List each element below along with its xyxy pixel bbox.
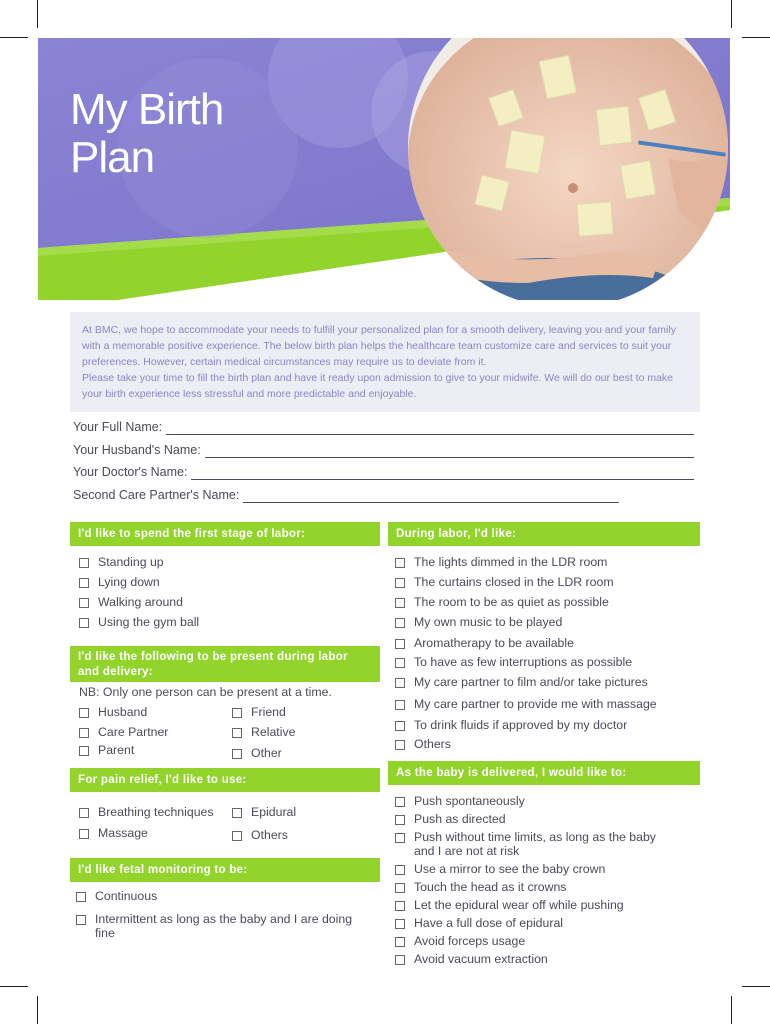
checkbox[interactable] <box>395 639 405 649</box>
crop-mark <box>742 37 770 38</box>
checkbox-item[interactable]: My own music to be played <box>395 615 562 629</box>
checkbox[interactable] <box>79 618 89 628</box>
checkbox[interactable] <box>395 815 405 825</box>
checkbox[interactable] <box>395 937 405 947</box>
checkbox-item[interactable]: Push as directed <box>395 812 506 826</box>
full-name-line[interactable] <box>166 420 694 435</box>
checkbox[interactable] <box>79 578 89 588</box>
doctor-name-line[interactable] <box>191 465 694 480</box>
checkbox[interactable] <box>79 598 89 608</box>
full-name-field[interactable]: Your Full Name: <box>73 420 694 443</box>
first-stage-heading: I'd like to spend the first stage of labor: <box>70 522 380 546</box>
checkbox[interactable] <box>395 658 405 668</box>
checkbox-item[interactable]: Avoid vacuum extraction <box>395 952 548 966</box>
checkbox-item[interactable]: Other <box>232 746 282 760</box>
checkbox-item[interactable]: Avoid forceps usage <box>395 934 525 948</box>
checkbox-item[interactable]: Use a mirror to see the baby crown <box>395 862 605 876</box>
checkbox[interactable] <box>395 797 405 807</box>
checkbox[interactable] <box>79 558 89 568</box>
checkbox[interactable] <box>79 746 89 756</box>
checkbox[interactable] <box>79 708 89 718</box>
husband-name-field[interactable]: Your Husband's Name: <box>73 443 694 466</box>
checkbox-item[interactable]: Standing up <box>79 555 164 569</box>
checkbox-item[interactable]: Intermittent as long as the baby and I are doing fine <box>76 912 366 940</box>
checkbox[interactable] <box>395 901 405 911</box>
crop-mark <box>0 37 28 38</box>
checkbox-item[interactable]: My care partner to provide me with massage <box>395 697 657 711</box>
checkbox-item[interactable]: Lying down <box>79 575 160 589</box>
checkbox[interactable] <box>395 833 405 843</box>
crop-mark <box>731 0 732 28</box>
checkbox-item[interactable]: The room to be as quiet as possible <box>395 595 609 609</box>
checkbox-item[interactable]: Others <box>395 737 451 751</box>
checkbox[interactable] <box>395 721 405 731</box>
page-title <box>70 86 223 182</box>
checkbox-item[interactable]: To have as few interruptions as possible <box>395 655 632 669</box>
checkbox[interactable] <box>395 955 405 965</box>
checkbox-item[interactable]: To drink fluids if approved by my doctor <box>395 718 627 732</box>
checkbox[interactable] <box>395 740 405 750</box>
checkbox[interactable] <box>232 749 242 759</box>
checkbox[interactable] <box>395 598 405 608</box>
checkbox[interactable] <box>395 578 405 588</box>
checkbox[interactable] <box>395 558 405 568</box>
name-fields <box>73 420 694 510</box>
doctor-name-field[interactable]: Your Doctor's Name: <box>73 465 694 488</box>
checkbox[interactable] <box>395 883 405 893</box>
checkbox-item[interactable]: Relative <box>232 725 295 739</box>
checkbox[interactable] <box>232 708 242 718</box>
delivery-heading: As the baby is delivered, I would like to: <box>388 761 700 785</box>
checkbox-item[interactable]: Walking around <box>79 595 183 609</box>
checkbox-item[interactable]: Aromatherapy to be available <box>395 636 574 650</box>
husband-name-line[interactable] <box>205 443 694 458</box>
checkbox[interactable] <box>76 892 86 902</box>
checkbox[interactable] <box>395 700 405 710</box>
pregnant-belly-photo <box>398 38 730 300</box>
checkbox-item[interactable]: Push spontaneously <box>395 794 525 808</box>
checkbox[interactable] <box>232 728 242 738</box>
pain-relief-heading: For pain relief, I'd like to use: <box>70 768 380 792</box>
title-line2: Plan <box>70 133 155 182</box>
checkbox-item[interactable]: Have a full dose of epidural <box>395 916 563 930</box>
present-heading: I'd like the following to be present during labor and delivery: <box>70 646 380 682</box>
second-partner-line[interactable] <box>243 488 619 503</box>
checkbox[interactable] <box>79 728 89 738</box>
checkbox-item[interactable]: The curtains closed in the LDR room <box>395 575 614 589</box>
checkbox-item[interactable]: Using the gym ball <box>79 615 199 629</box>
checkbox[interactable] <box>76 915 86 925</box>
checkbox-item[interactable]: My care partner to film and/or take pictures <box>395 675 648 689</box>
checkbox-item[interactable]: Continuous <box>76 889 157 903</box>
checkbox-item[interactable]: Others <box>232 828 288 842</box>
checkbox-item[interactable]: Parent <box>79 743 134 757</box>
checkbox-item[interactable]: Push without time limits, as long as the baby and I are not at risk <box>395 830 675 858</box>
checkbox[interactable] <box>395 678 405 688</box>
title-line1: My Birth <box>70 85 224 134</box>
checkbox[interactable] <box>79 829 89 839</box>
checkbox-item[interactable]: Care Partner <box>79 725 168 739</box>
crop-mark <box>37 0 38 28</box>
checkbox[interactable] <box>79 808 89 818</box>
checkbox-item[interactable]: Husband <box>79 705 147 719</box>
present-note: NB: Only one person can be present at a time. <box>79 685 332 699</box>
during-labor-heading: During labor, I'd like: <box>388 522 700 546</box>
checkbox-item[interactable]: Breathing techniques <box>79 805 214 819</box>
checkbox[interactable] <box>395 919 405 929</box>
crop-mark <box>731 996 732 1024</box>
intro-paragraph: Please take your time to fill the birth plan and have it ready upon admission to give to your midwife. We will do our best to make your birth experience less stressful and more predictable and enjoyable. <box>82 372 674 400</box>
crop-mark <box>0 986 28 987</box>
second-partner-field[interactable]: Second Care Partner's Name: <box>73 488 694 511</box>
intro-box <box>70 312 700 412</box>
checkbox-item[interactable]: Epidural <box>232 805 296 819</box>
checkbox[interactable] <box>395 618 405 628</box>
checkbox-item[interactable]: The lights dimmed in the LDR room <box>395 555 607 569</box>
fetal-monitoring-heading: I'd like fetal monitoring to be: <box>70 858 380 882</box>
checkbox[interactable] <box>232 831 242 841</box>
crop-mark <box>742 986 770 987</box>
checkbox-item[interactable]: Friend <box>232 705 286 719</box>
checkbox[interactable] <box>395 865 405 875</box>
checkbox-item[interactable]: Touch the head as it crowns <box>395 880 566 894</box>
intro-paragraph: At BMC, we hope to accommodate your needs to fulfill your personalized plan for a smooth delivery, leaving you and your family with a memorable positive experience. The below birth plan helps the healthcare team customize care and services to suit your preferences. However, certain medical circumstances may require us to deviate from it. <box>82 324 676 368</box>
checkbox-item[interactable]: Massage <box>79 826 148 840</box>
checkbox[interactable] <box>232 808 242 818</box>
crop-mark <box>37 996 38 1024</box>
checkbox-item[interactable]: Let the epidural wear off while pushing <box>395 898 624 912</box>
